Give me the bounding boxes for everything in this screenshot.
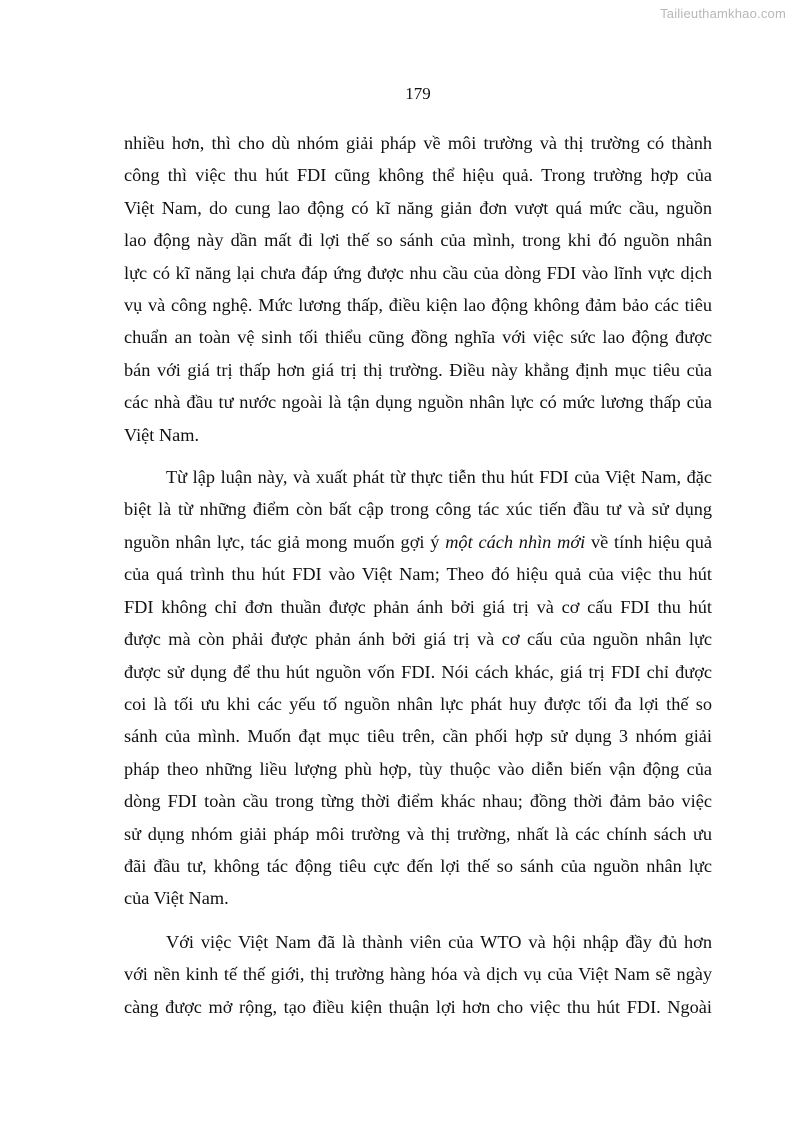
- text-line: được mà còn phải được phản ánh bởi giá trị và cơ cấu của nguồn nhân lực: [124, 629, 712, 650]
- text-line: Việt Nam, do cung lao động có kĩ năng giản đơn vượt quá mức cầu, nguồn: [124, 197, 712, 218]
- text-line-with-italic: [124, 526, 712, 558]
- paragraph-2: [124, 461, 712, 915]
- text-line: sử dụng nhóm giải pháp môi trường và thị trường, nhất là các chính sách ưu: [124, 823, 712, 844]
- text-line: Từ lập luận này, và xuất phát từ thực tiễn thu hút FDI của Việt Nam, đặc: [166, 467, 712, 488]
- text-line: FDI không chỉ đơn thuần được phản ánh bởi giá trị và cơ cấu FDI thu hút: [124, 596, 712, 617]
- text-segment: về tính hiệu quả: [585, 531, 713, 552]
- text-line: Với việc Việt Nam đã là thành viên của WTO và hội nhập đầy đủ hơn: [166, 931, 712, 952]
- text-line: bán với giá trị thấp hơn giá trị thị trường. Điều này khẳng định mục tiêu của: [124, 359, 712, 380]
- watermark: Tailieuthamkhao.com: [660, 6, 786, 21]
- text-line: lao động này dần mất đi lợi thế so sánh của mình, trong khi đó nguồn nhân: [124, 230, 712, 251]
- italic-phrase: một cách nhìn mới: [445, 531, 586, 552]
- text-line: với nền kinh tế thế giới, thị trường hàng hóa và dịch vụ của Việt Nam sẽ ngày: [124, 964, 712, 985]
- text-line: của quá trình thu hút FDI vào Việt Nam; Theo đó hiệu quả của việc thu hút: [124, 564, 712, 585]
- text-line: lực có kĩ năng lại chưa đáp ứng được nhu cầu của dòng FDI vào lĩnh vực dịch: [124, 262, 712, 283]
- text-line: sánh của mình. Muốn đạt mục tiêu trên, cần phối hợp sử dụng 3 nhóm giải: [124, 726, 712, 747]
- document-body: [124, 127, 712, 1023]
- text-line: được sử dụng để thu hút nguồn vốn FDI. Nói cách khác, giá trị FDI chỉ được: [124, 661, 712, 682]
- text-line: vụ và công nghệ. Mức lương thấp, điều kiện lao động không đảm bảo các tiêu: [124, 295, 712, 316]
- text-line: coi là tối ưu khi các yếu tố nguồn nhân lực phát huy được tối đa lợi thế so: [124, 693, 712, 714]
- text-line: biệt là từ những điểm còn bất cập trong công tác xúc tiến đầu tư và sử dụng: [124, 499, 712, 520]
- paragraph-1: [124, 127, 712, 451]
- text-line: các nhà đầu tư nước ngoài là tận dụng nguồn nhân lực có mức lương thấp của: [124, 392, 712, 413]
- text-line: pháp theo những liều lượng phù hợp, tùy thuộc vào diễn biến vận động của: [124, 758, 712, 779]
- text-line: dòng FDI toàn cầu trong từng thời điểm khác nhau; đồng thời đảm bảo việc: [124, 791, 712, 812]
- text-segment: nguồn nhân lực, tác giả mong muốn gợi ý: [124, 531, 446, 552]
- text-line: nhiều hơn, thì cho dù nhóm giải pháp về môi trường và thị trường có thành: [124, 133, 712, 153]
- page-number: 179: [405, 84, 431, 103]
- text-line: Việt Nam.: [124, 424, 200, 445]
- text-line: càng được mở rộng, tạo điều kiện thuận lợi hơn cho việc thu hút FDI. Ngoài: [124, 996, 712, 1017]
- text-line: chuẩn an toàn vệ sinh tối thiểu cũng đồng nghĩa với việc sức lao động được: [124, 327, 712, 348]
- text-line: công thì việc thu hút FDI cũng không thể hiệu quả. Trong trường hợp của: [124, 165, 712, 186]
- paragraph-3: [124, 926, 712, 1023]
- text-line: của Việt Nam.: [124, 888, 229, 909]
- text-line: đãi đầu tư, không tác động tiêu cực đến lợi thế so sánh của nguồn nhân lực: [124, 855, 712, 876]
